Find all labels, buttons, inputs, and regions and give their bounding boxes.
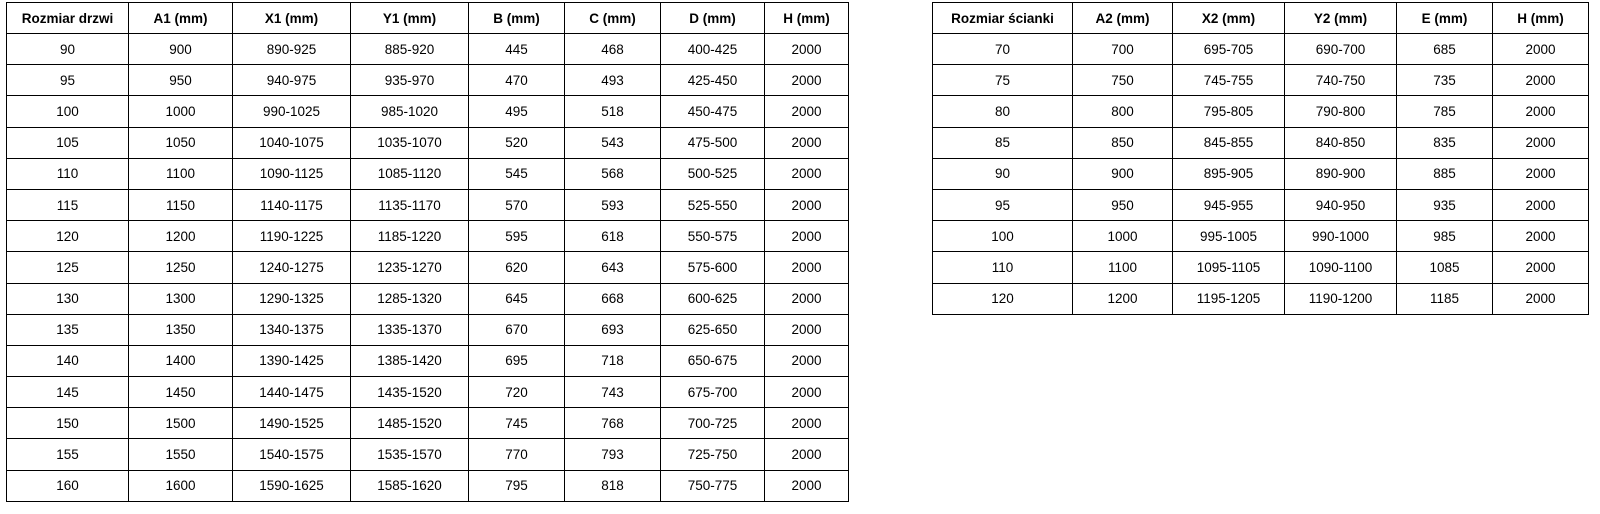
table-row <box>933 96 1589 127</box>
table-cell: 2000 <box>1493 283 1589 314</box>
table-row <box>7 470 849 501</box>
table-cell: 940-950 <box>1285 189 1397 220</box>
table-row <box>933 65 1589 96</box>
table-cell: 1340-1375 <box>233 314 351 345</box>
table-cell: 745-755 <box>1173 65 1285 96</box>
door-size-column-header: B (mm) <box>469 3 565 34</box>
table-cell: 518 <box>565 96 661 127</box>
table-cell: 1490-1525 <box>233 408 351 439</box>
table-row <box>7 252 849 283</box>
table-cell: 845-855 <box>1173 127 1285 158</box>
table-cell: 475-500 <box>661 127 765 158</box>
table-cell: 1600 <box>129 470 233 501</box>
table-cell: 940-975 <box>233 65 351 96</box>
table-cell: 1540-1575 <box>233 439 351 470</box>
table-cell: 1140-1175 <box>233 189 351 220</box>
table-row <box>933 158 1589 189</box>
table-cell: 600-625 <box>661 283 765 314</box>
table-cell: 105 <box>7 127 129 158</box>
door-size-column-header: A1 (mm) <box>129 3 233 34</box>
table-cell: 740-750 <box>1285 65 1397 96</box>
table-cell: 593 <box>565 189 661 220</box>
table-cell: 1190-1200 <box>1285 283 1397 314</box>
table-cell: 495 <box>469 96 565 127</box>
table-cell: 795-805 <box>1173 96 1285 127</box>
table-cell: 690-700 <box>1285 34 1397 65</box>
table-cell: 493 <box>565 65 661 96</box>
table-row <box>7 439 849 470</box>
table-row <box>7 96 849 127</box>
table-cell: 90 <box>7 34 129 65</box>
table-row <box>7 345 849 376</box>
wall-size-table-head <box>933 3 1589 34</box>
wall-size-table-wrapper <box>932 2 1589 315</box>
table-cell: 1250 <box>129 252 233 283</box>
table-cell: 1040-1075 <box>233 127 351 158</box>
table-cell: 1190-1225 <box>233 221 351 252</box>
table-row <box>7 221 849 252</box>
table-cell: 1535-1570 <box>351 439 469 470</box>
table-cell: 2000 <box>765 158 849 189</box>
table-cell: 2000 <box>765 127 849 158</box>
table-cell: 90 <box>933 158 1073 189</box>
table-cell: 835 <box>1397 127 1493 158</box>
table-cell: 935 <box>1397 189 1493 220</box>
table-cell: 1350 <box>129 314 233 345</box>
table-cell: 1240-1275 <box>233 252 351 283</box>
table-cell: 595 <box>469 221 565 252</box>
table-cell: 1090-1125 <box>233 158 351 189</box>
table-cell: 2000 <box>1493 221 1589 252</box>
table-cell: 75 <box>933 65 1073 96</box>
table-row <box>7 408 849 439</box>
table-cell: 1500 <box>129 408 233 439</box>
table-cell: 650-675 <box>661 345 765 376</box>
table-cell: 2000 <box>1493 127 1589 158</box>
table-row <box>7 283 849 314</box>
table-cell: 1100 <box>129 158 233 189</box>
table-cell: 110 <box>7 158 129 189</box>
table-cell: 895-905 <box>1173 158 1285 189</box>
wall-size-table-body <box>933 34 1589 315</box>
door-size-column-header: Y1 (mm) <box>351 3 469 34</box>
door-size-column-header: C (mm) <box>565 3 661 34</box>
table-cell: 1290-1325 <box>233 283 351 314</box>
table-row <box>7 158 849 189</box>
table-cell: 618 <box>565 221 661 252</box>
table-cell: 745 <box>469 408 565 439</box>
table-cell: 1185-1220 <box>351 221 469 252</box>
table-cell: 950 <box>1073 189 1173 220</box>
table-cell: 130 <box>7 283 129 314</box>
table-cell: 2000 <box>765 96 849 127</box>
table-cell: 500-525 <box>661 158 765 189</box>
table-cell: 1450 <box>129 377 233 408</box>
table-row <box>7 127 849 158</box>
table-cell: 545 <box>469 158 565 189</box>
table-cell: 2000 <box>1493 65 1589 96</box>
table-cell: 725-750 <box>661 439 765 470</box>
table-row <box>7 314 849 345</box>
table-cell: 750-775 <box>661 470 765 501</box>
table-cell: 2000 <box>765 65 849 96</box>
table-cell: 768 <box>565 408 661 439</box>
table-cell: 1000 <box>1073 221 1173 252</box>
table-cell: 2000 <box>765 439 849 470</box>
table-cell: 2000 <box>1493 252 1589 283</box>
table-cell: 700 <box>1073 34 1173 65</box>
table-row <box>933 283 1589 314</box>
table-cell: 110 <box>933 252 1073 283</box>
table-cell: 543 <box>565 127 661 158</box>
table-cell: 890-900 <box>1285 158 1397 189</box>
table-cell: 570 <box>469 189 565 220</box>
wall-size-table <box>932 2 1589 315</box>
table-cell: 135 <box>7 314 129 345</box>
table-cell: 1085 <box>1397 252 1493 283</box>
table-cell: 550-575 <box>661 221 765 252</box>
table-cell: 900 <box>129 34 233 65</box>
table-cell: 1440-1475 <box>233 377 351 408</box>
table-cell: 985-1020 <box>351 96 469 127</box>
table-cell: 2000 <box>765 470 849 501</box>
table-cell: 150 <box>7 408 129 439</box>
table-cell: 575-600 <box>661 252 765 283</box>
table-cell: 2000 <box>765 314 849 345</box>
table-cell: 95 <box>933 189 1073 220</box>
wall-size-column-header: H (mm) <box>1493 3 1589 34</box>
table-cell: 1150 <box>129 189 233 220</box>
table-cell: 425-450 <box>661 65 765 96</box>
table-cell: 2000 <box>1493 34 1589 65</box>
table-cell: 85 <box>933 127 1073 158</box>
table-cell: 668 <box>565 283 661 314</box>
table-cell: 785 <box>1397 96 1493 127</box>
table-cell: 1400 <box>129 345 233 376</box>
table-cell: 1390-1425 <box>233 345 351 376</box>
table-cell: 990-1025 <box>233 96 351 127</box>
door-size-column-header: Rozmiar drzwi <box>7 3 129 34</box>
table-cell: 160 <box>7 470 129 501</box>
table-row <box>933 34 1589 65</box>
wall-size-column-header: E (mm) <box>1397 3 1493 34</box>
table-cell: 790-800 <box>1285 96 1397 127</box>
table-cell: 670 <box>469 314 565 345</box>
table-cell: 145 <box>7 377 129 408</box>
table-header-row <box>933 3 1589 34</box>
table-cell: 1300 <box>129 283 233 314</box>
door-size-table-head <box>7 3 849 34</box>
table-cell: 695-705 <box>1173 34 1285 65</box>
table-cell: 693 <box>565 314 661 345</box>
table-cell: 450-475 <box>661 96 765 127</box>
table-cell: 1435-1520 <box>351 377 469 408</box>
table-cell: 2000 <box>765 345 849 376</box>
table-cell: 2000 <box>1493 189 1589 220</box>
table-cell: 1050 <box>129 127 233 158</box>
table-cell: 750 <box>1073 65 1173 96</box>
table-cell: 818 <box>565 470 661 501</box>
table-cell: 100 <box>933 221 1073 252</box>
table-cell: 995-1005 <box>1173 221 1285 252</box>
table-cell: 950 <box>129 65 233 96</box>
table-cell: 720 <box>469 377 565 408</box>
table-cell: 1090-1100 <box>1285 252 1397 283</box>
table-cell: 1235-1270 <box>351 252 469 283</box>
table-cell: 735 <box>1397 65 1493 96</box>
table-row <box>933 221 1589 252</box>
table-cell: 900 <box>1073 158 1173 189</box>
wall-size-column-header: Rozmiar ścianki <box>933 3 1073 34</box>
table-cell: 1095-1105 <box>1173 252 1285 283</box>
table-cell: 2000 <box>765 408 849 439</box>
table-cell: 2000 <box>765 252 849 283</box>
table-cell: 793 <box>565 439 661 470</box>
table-row <box>933 189 1589 220</box>
table-cell: 1285-1320 <box>351 283 469 314</box>
table-cell: 2000 <box>765 34 849 65</box>
table-cell: 445 <box>469 34 565 65</box>
table-cell: 685 <box>1397 34 1493 65</box>
table-cell: 1550 <box>129 439 233 470</box>
table-cell: 2000 <box>765 221 849 252</box>
table-cell: 2000 <box>1493 158 1589 189</box>
table-cell: 1100 <box>1073 252 1173 283</box>
table-cell: 120 <box>7 221 129 252</box>
door-size-table <box>6 2 849 502</box>
table-cell: 1085-1120 <box>351 158 469 189</box>
table-cell: 643 <box>565 252 661 283</box>
table-cell: 743 <box>565 377 661 408</box>
table-cell: 1200 <box>129 221 233 252</box>
table-cell: 770 <box>469 439 565 470</box>
table-cell: 620 <box>469 252 565 283</box>
table-cell: 1195-1205 <box>1173 283 1285 314</box>
table-cell: 140 <box>7 345 129 376</box>
table-cell: 1385-1420 <box>351 345 469 376</box>
table-cell: 645 <box>469 283 565 314</box>
table-cell: 400-425 <box>661 34 765 65</box>
table-cell: 935-970 <box>351 65 469 96</box>
table-cell: 945-955 <box>1173 189 1285 220</box>
door-size-column-header: X1 (mm) <box>233 3 351 34</box>
table-cell: 625-650 <box>661 314 765 345</box>
table-cell: 2000 <box>765 189 849 220</box>
table-cell: 1590-1625 <box>233 470 351 501</box>
table-cell: 1135-1170 <box>351 189 469 220</box>
table-cell: 70 <box>933 34 1073 65</box>
table-cell: 990-1000 <box>1285 221 1397 252</box>
table-cell: 120 <box>933 283 1073 314</box>
table-cell: 2000 <box>1493 96 1589 127</box>
table-cell: 695 <box>469 345 565 376</box>
table-row <box>7 34 849 65</box>
table-cell: 885-920 <box>351 34 469 65</box>
table-cell: 95 <box>7 65 129 96</box>
table-cell: 985 <box>1397 221 1493 252</box>
table-cell: 80 <box>933 96 1073 127</box>
table-cell: 675-700 <box>661 377 765 408</box>
table-header-row <box>7 3 849 34</box>
door-size-table-wrapper <box>6 2 849 502</box>
table-row <box>7 377 849 408</box>
table-cell: 1035-1070 <box>351 127 469 158</box>
table-cell: 525-550 <box>661 189 765 220</box>
door-size-column-header: H (mm) <box>765 3 849 34</box>
table-cell: 1000 <box>129 96 233 127</box>
wall-size-column-header: Y2 (mm) <box>1285 3 1397 34</box>
wall-size-column-header: A2 (mm) <box>1073 3 1173 34</box>
table-cell: 800 <box>1073 96 1173 127</box>
table-cell: 115 <box>7 189 129 220</box>
table-cell: 2000 <box>765 377 849 408</box>
table-row <box>933 127 1589 158</box>
table-row <box>933 252 1589 283</box>
table-cell: 890-925 <box>233 34 351 65</box>
table-cell: 1585-1620 <box>351 470 469 501</box>
table-cell: 718 <box>565 345 661 376</box>
table-cell: 795 <box>469 470 565 501</box>
table-cell: 850 <box>1073 127 1173 158</box>
table-cell: 1485-1520 <box>351 408 469 439</box>
table-cell: 100 <box>7 96 129 127</box>
table-cell: 2000 <box>765 283 849 314</box>
table-row <box>7 189 849 220</box>
table-cell: 1200 <box>1073 283 1173 314</box>
table-cell: 840-850 <box>1285 127 1397 158</box>
table-cell: 470 <box>469 65 565 96</box>
table-cell: 125 <box>7 252 129 283</box>
table-cell: 468 <box>565 34 661 65</box>
table-cell: 1185 <box>1397 283 1493 314</box>
table-cell: 885 <box>1397 158 1493 189</box>
table-cell: 520 <box>469 127 565 158</box>
table-cell: 568 <box>565 158 661 189</box>
table-row <box>7 65 849 96</box>
door-size-table-body <box>7 34 849 502</box>
table-cell: 700-725 <box>661 408 765 439</box>
door-size-column-header: D (mm) <box>661 3 765 34</box>
wall-size-column-header: X2 (mm) <box>1173 3 1285 34</box>
table-cell: 1335-1370 <box>351 314 469 345</box>
table-cell: 155 <box>7 439 129 470</box>
